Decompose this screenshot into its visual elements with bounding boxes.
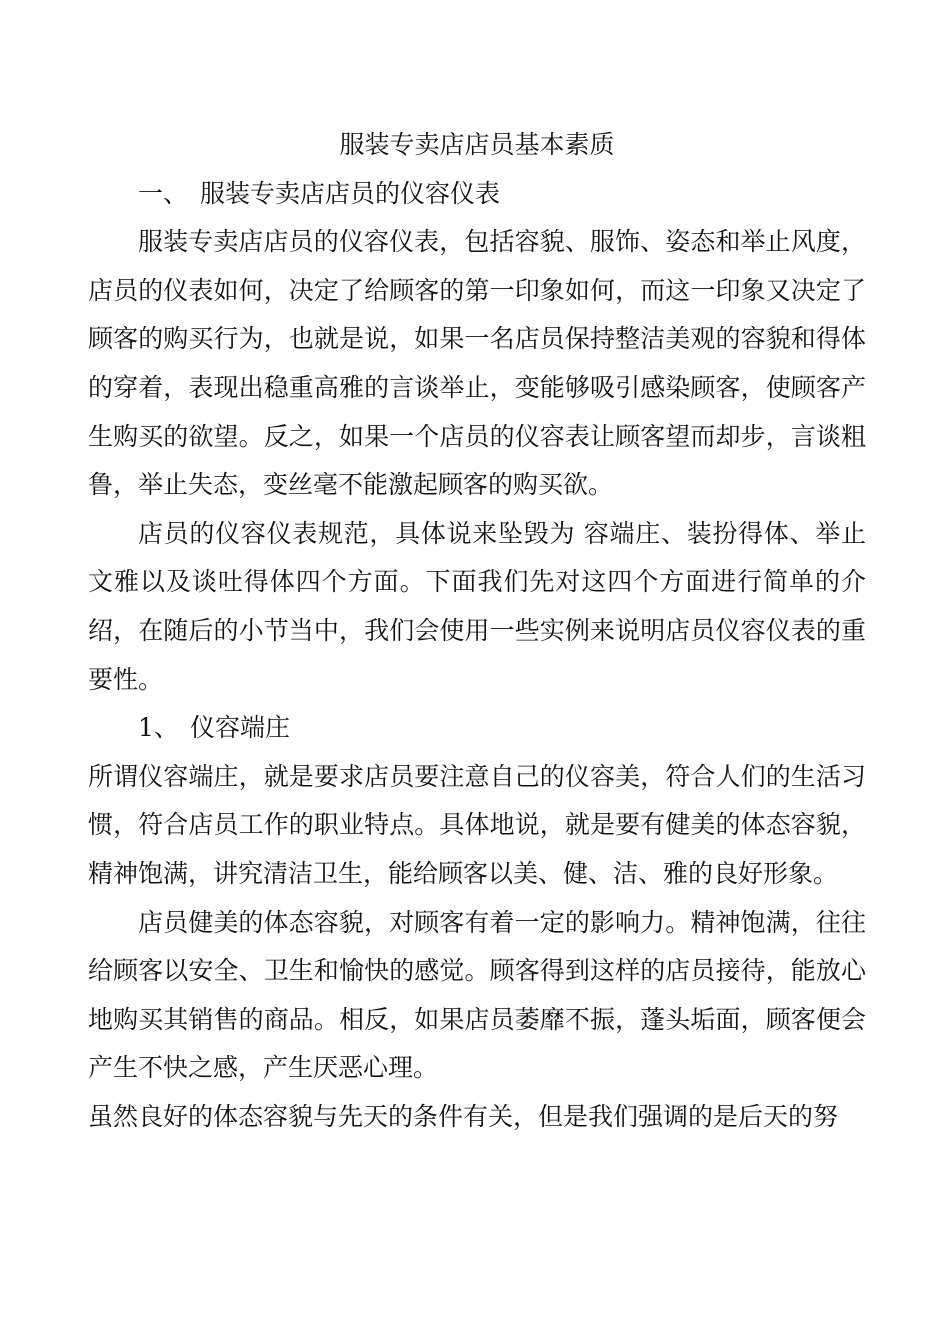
- paragraph: 所谓仪容端庄，就是要求店员要注意自己的仪容美，符合人们的生活习惯，符合店员工作的职业特点。具体地说，就是要有健美的体态容貌，精神饱满，讲究清洁卫生，能给顾客以美、健、洁、雅的良好形象。: [88, 761, 866, 888]
- section-number: 一、: [138, 178, 189, 208]
- document-title: 服装专卖店店员基本素质: [339, 130, 615, 159]
- section-title: 服装专卖店店员的仪容仪表: [200, 178, 501, 208]
- subsection-number: 1、: [138, 713, 179, 743]
- paragraph: 虽然良好的体态容貌与先天的条件有关，但是我们强调的是后天的努: [88, 1101, 839, 1131]
- paragraph: 店员健美的体态容貌，对顾客有着一定的影响力。精神饱满，往往给顾客以安全、卫生和愉快的感觉。顾客得到这样的店员接待，能放心地购买其销售的商品。相反，如果店员萎靡不振，蓬头垢面，顾客便会产生不快之感，产生厌恶心理。: [88, 907, 866, 1083]
- paragraph: 服装专卖店店员的仪容仪表，包括容貌、服饰、姿态和举止风度，店员的仪表如何，决定了给顾客的第一印象如何，而这一印象又决定了顾客的购买行为，也就是说，如果一名店员保持整洁美观的容貌和得体的穿着，表现出稳重高雅的言谈举止，变能够吸引感染顾客，使顾客产生购买的欲望。反之，如果一个店员的仪容表让顾客望而却步，言谈粗鲁，举止失态，变丝毫不能激起顾客的购买欲。: [88, 227, 866, 500]
- paragraph: 店员的仪容仪表规范，具体说来坠毁为 容端庄、装扮得体、举止文雅以及谈吐得体四个方面。下面我们先对这四个方面进行简单的介绍，在随后的小节当中，我们会使用一些实例来说明店员仪容仪表的重要性。: [88, 518, 866, 694]
- document-body: [88, 121, 866, 1141]
- subsection-heading: [88, 704, 866, 753]
- section-heading: [88, 170, 866, 219]
- subsection-title: 仪容端庄: [190, 713, 291, 743]
